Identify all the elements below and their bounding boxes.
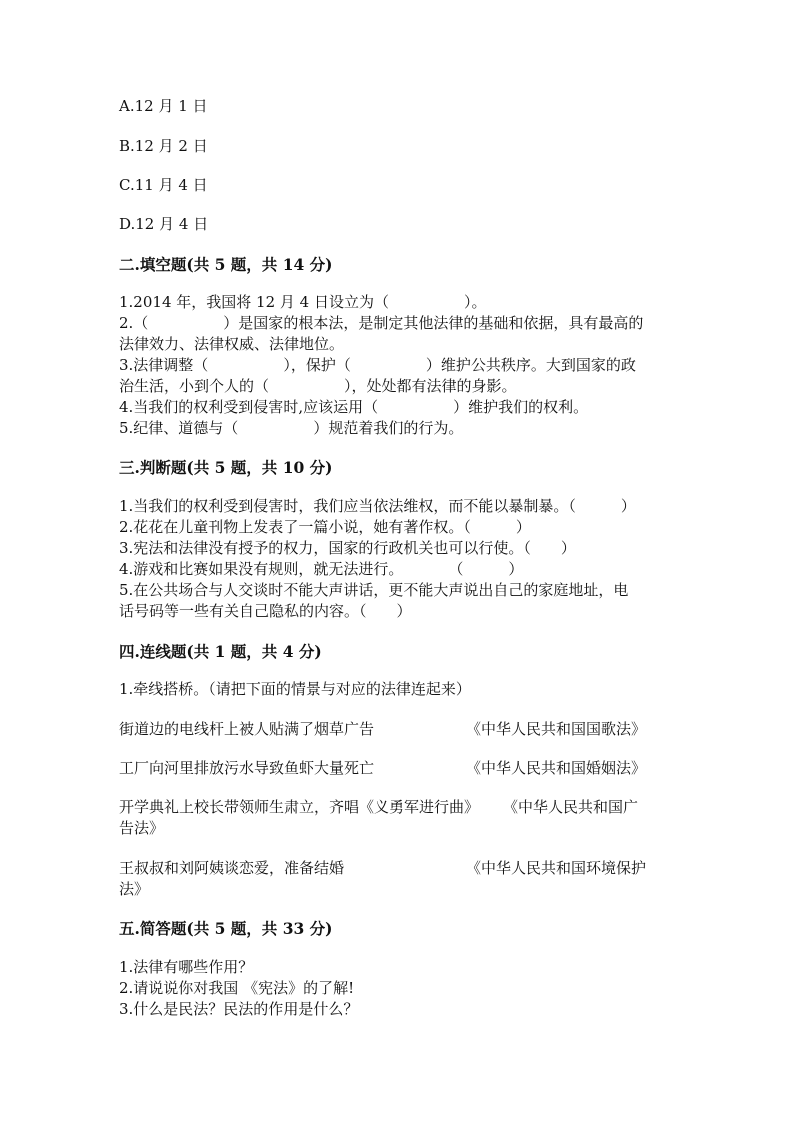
- true-false-line: 3.宪法和法律没有授予的权力，国家的行政机关也可以行使。（ ）: [119, 539, 576, 557]
- matching-left-item: 开学典礼上校长带领师生肃立，齐唱《义勇军进行曲》: [119, 798, 480, 816]
- matching-right-item: 《中华人民共和国国歌法》: [466, 720, 647, 738]
- choice-b: B.12 月 2 日: [119, 137, 208, 155]
- choice-c: C.11 月 4 日: [119, 176, 208, 194]
- true-false-line: 话号码等一些有关自己隐私的内容。（ ）: [119, 602, 412, 620]
- true-false-line: 1.当我们的权利受到侵害时，我们应当依法维权，而不能以暴制暴。（ ）: [119, 497, 636, 515]
- choice-a: A.12 月 1 日: [119, 97, 208, 115]
- fill-blank-line: 1.2014 年，我国将 12 月 4 日设立为（ ）。: [119, 293, 487, 311]
- matching-question: 1.牵线搭桥。（请把下面的情景与对应的法律连起来）: [119, 680, 471, 698]
- fill-blank-line: 治生活，小到个人的（ ），处处都有法律的身影。: [119, 377, 517, 395]
- matching-right-item: 《中华人民共和国广: [503, 798, 639, 816]
- matching-right-item: 《中华人民共和国婚姻法》: [466, 759, 647, 777]
- true-false-line: 5.在公共场合与人交谈时不能大声讲话，更不能大声说出自己的家庭地址，电: [119, 581, 629, 599]
- section-heading-short-answer: 五.简答题(共 5 题，共 33 分): [119, 919, 333, 938]
- matching-right-item: 《中华人民共和国环境保护: [466, 859, 647, 877]
- section-heading-matching: 四.连线题(共 1 题，共 4 分): [119, 642, 322, 661]
- short-answer-line: 3.什么是民法？民法的作用是什么？: [119, 1000, 359, 1018]
- short-answer-line: 1.法律有哪些作用？: [119, 958, 254, 976]
- fill-blank-line: 4.当我们的权利受到侵害时,应该运用（ ）维护我们的权利。: [119, 398, 589, 416]
- true-false-line: 4.游戏和比赛如果没有规则，就无法进行。 （ ）: [119, 560, 524, 578]
- choice-d: D.12 月 4 日: [119, 215, 209, 233]
- true-false-line: 2.花花在儿童刊物上发表了一篇小说，她有著作权。（ ）: [119, 518, 531, 536]
- matching-right-item-cont: 告法》: [119, 819, 165, 837]
- short-answer-line: 2.请说说你对我国 《宪法》的了解!: [119, 979, 355, 997]
- section-heading-true-false: 三.判断题(共 5 题，共 10 分): [119, 458, 333, 477]
- matching-left-item: 街道边的电线杆上被人贴满了烟草广告: [119, 720, 375, 738]
- fill-blank-line: 3.法律调整（ ），保护（ ）维护公共秩序。大到国家的政: [119, 356, 636, 374]
- matching-left-item: 王叔叔和刘阿姨谈恋爱，准备结婚: [119, 859, 345, 877]
- matching-right-item-cont: 法》: [119, 880, 150, 898]
- fill-blank-line: 2.（ ）是国家的根本法，是制定其他法律的基础和依据，具有最高的: [119, 314, 644, 332]
- fill-blank-line: 5.纪律、道德与（ ）规范着我们的行为。: [119, 419, 464, 437]
- matching-left-item: 工厂向河里排放污水导致鱼虾大量死亡: [119, 759, 375, 777]
- section-heading-fill-blank: 二.填空题(共 5 题，共 14 分): [119, 255, 333, 274]
- fill-blank-line: 法律效力、法律权威、法律地位。: [119, 335, 345, 353]
